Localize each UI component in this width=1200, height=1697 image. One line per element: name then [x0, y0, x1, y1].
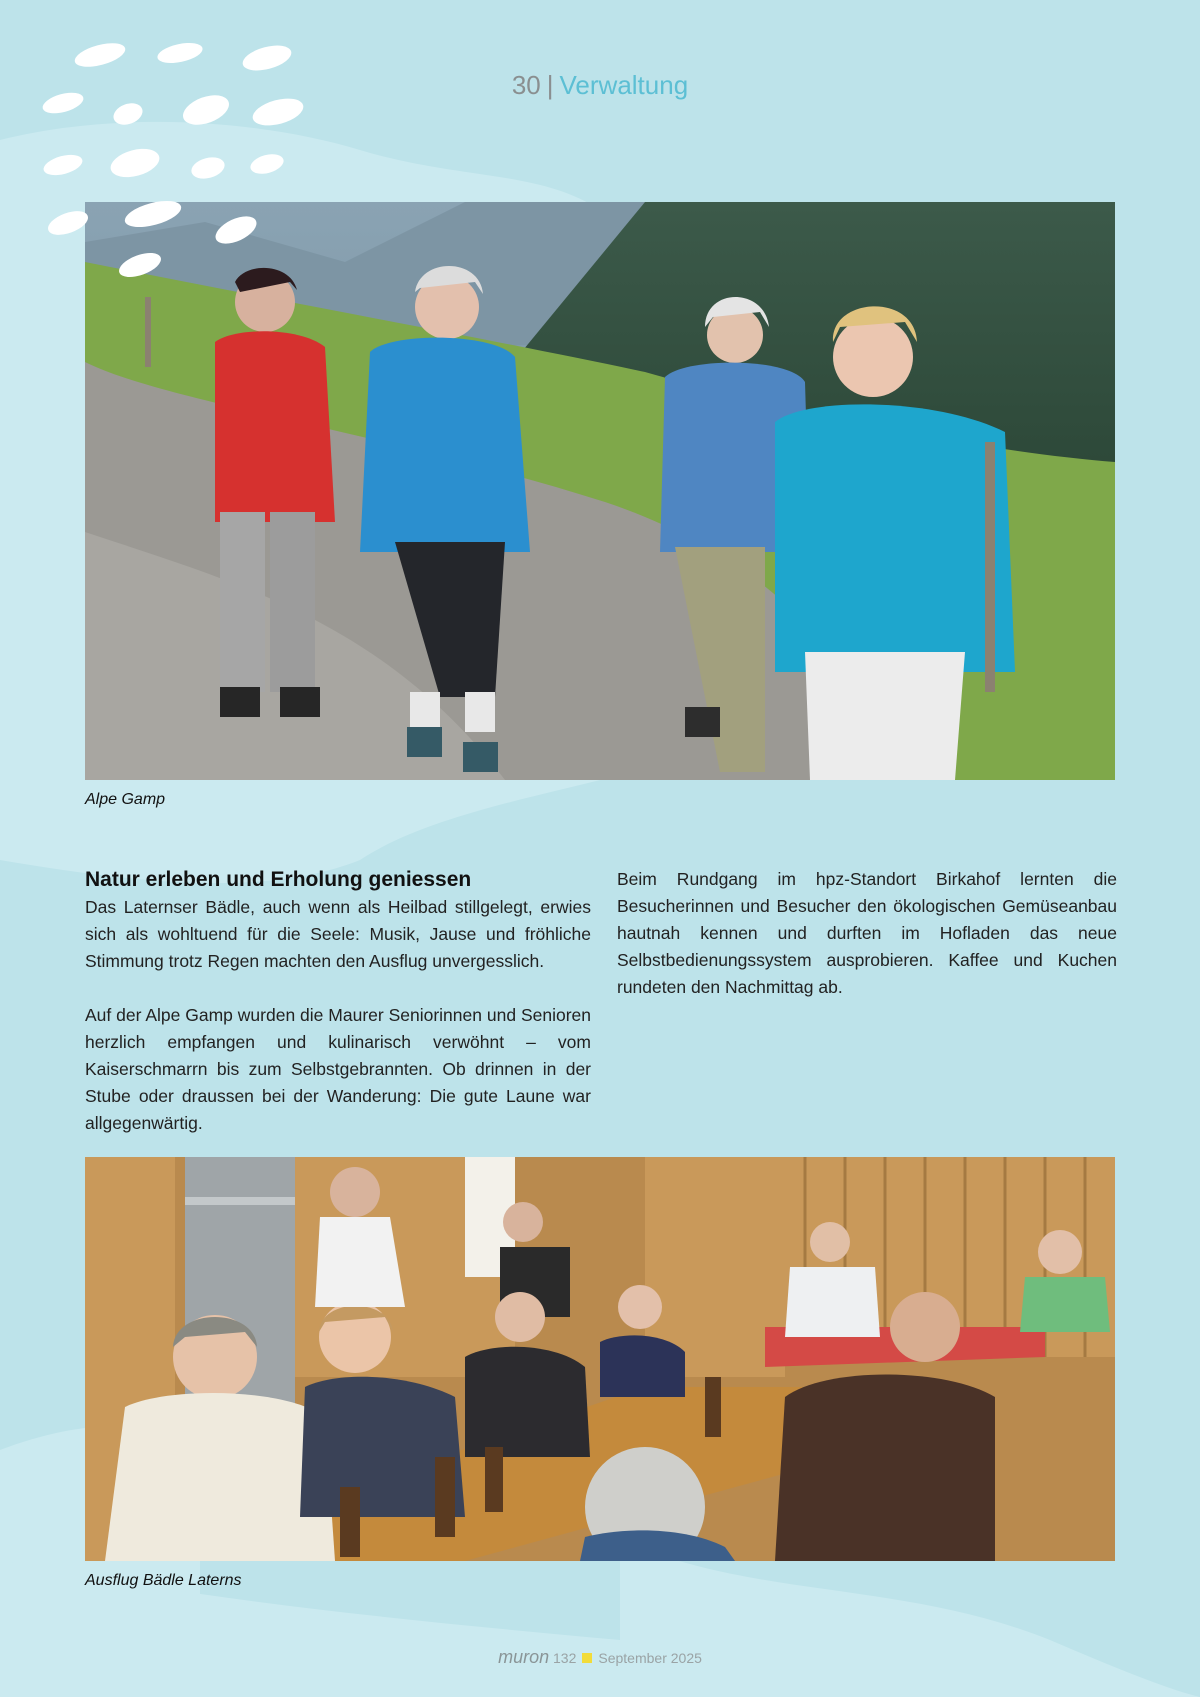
article-paragraph-3: Beim Rundgang im hpz-Standort Birkahof lernten die Besucherinnen und Besucher den ökologischen Gemüseanbau hautnah kennen und durften im Hofladen das neue Selbstbedienungssystem ausprobieren. Kaffee und Kuchen rundeten den Nachmittag ab. — [617, 869, 1117, 997]
header-separator: | — [546, 70, 554, 100]
section-title: Verwaltung — [559, 70, 689, 100]
footer-square-icon — [582, 1653, 592, 1663]
photo-caption-top: Alpe Gamp — [85, 791, 166, 808]
decorative-drops-icon — [30, 30, 320, 290]
article-paragraph-1: Das Laternser Bädle, auch wenn als Heilbad stillgelegt, erwies sich als wohltuend für die Seele: Musik, Jause und fröhliche Stimmung trotz Regen machten den Ausflug unvergesslich. — [85, 897, 591, 971]
photo-baedle-laterns — [85, 1157, 1115, 1561]
article-heading: Natur erleben und Erholung geniessen — [85, 868, 472, 891]
footer-issue: 132 — [553, 1650, 577, 1666]
photo-caption-bottom: Ausflug Bädle Laterns — [85, 1572, 242, 1589]
article-column-left — [85, 866, 591, 1164]
page-footer — [0, 1647, 1200, 1668]
footer-date: September 2025 — [598, 1650, 702, 1666]
article-paragraph-2: Auf der Alpe Gamp wurden die Maurer Seniorinnen und Senioren herzlich empfangen und kulinarisch verwöhnt – vom Kaiserschmarrn bis zum Selbstgebrannten. Ob drinnen in der Stube oder draussen bei der Wanderung: Die gute Laune war allgegenwärtig. — [85, 1005, 591, 1133]
page-number: 30 — [511, 70, 541, 100]
restaurant-gathering-photo-icon — [85, 1157, 1115, 1561]
footer-brand: muron — [498, 1647, 550, 1667]
article-column-right — [617, 866, 1117, 1028]
